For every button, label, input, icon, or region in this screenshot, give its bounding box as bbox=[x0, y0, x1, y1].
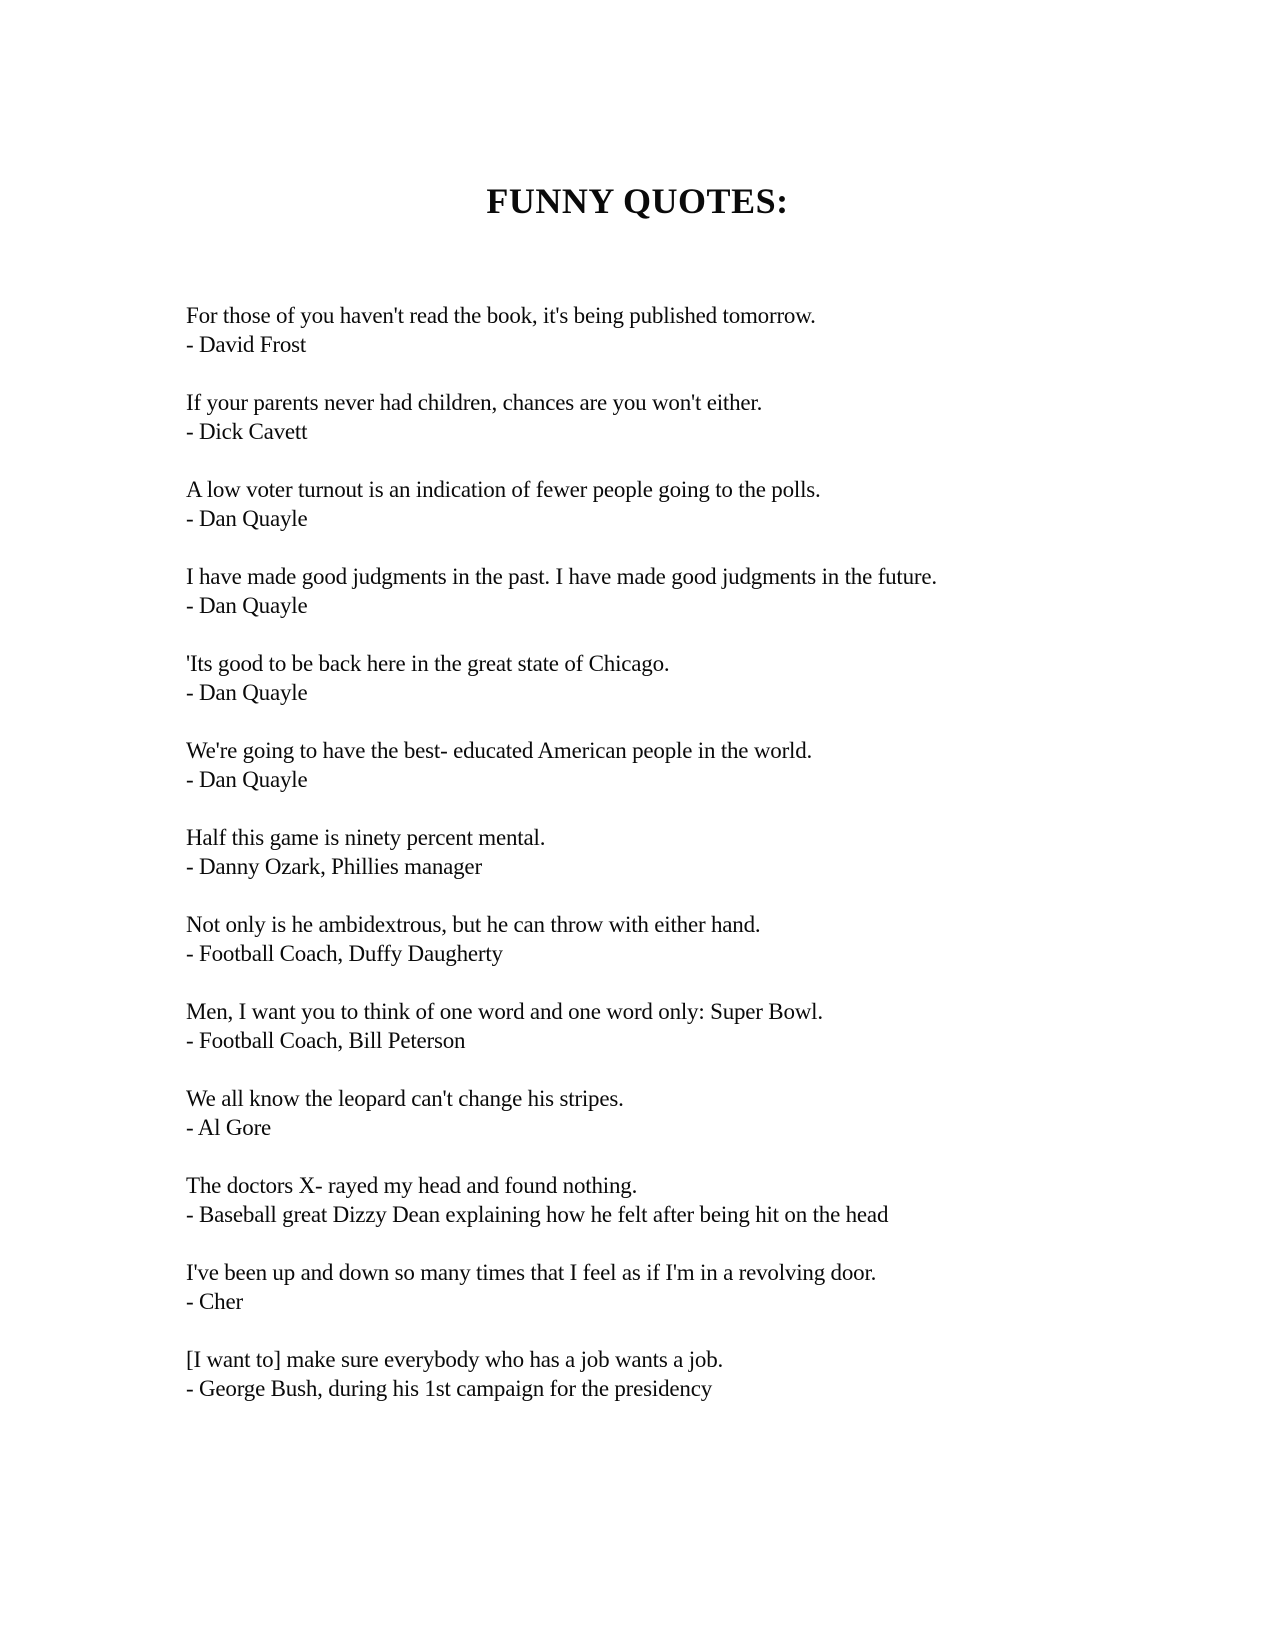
quote-list bbox=[186, 301, 1146, 1432]
quote-text: Half this game is ninety percent mental. bbox=[186, 825, 546, 850]
quote-block bbox=[186, 649, 1146, 707]
page-title: FUNNY QUOTES: bbox=[486, 181, 789, 221]
quote-text: [I want to] make sure everybody who has a job wants a job. bbox=[186, 1347, 724, 1372]
quote-text: Not only is he ambidextrous, but he can throw with either hand. bbox=[186, 912, 761, 937]
quote-text: 'Its good to be back here in the great state of Chicago. bbox=[186, 651, 670, 676]
quote-text: For those of you haven't read the book, it's being published tomorrow. bbox=[186, 303, 816, 328]
quote-text: We're going to have the best- educated American people in the world. bbox=[186, 738, 813, 763]
quote-attribution: - Danny Ozark, Phillies manager bbox=[186, 854, 482, 879]
quote-block bbox=[186, 388, 1146, 446]
quote-attribution: - Dan Quayle bbox=[186, 767, 308, 792]
quote-attribution: - Baseball great Dizzy Dean explaining how he felt after being hit on the head bbox=[186, 1202, 889, 1227]
quote-attribution: - George Bush, during his 1st campaign for the presidency bbox=[186, 1376, 713, 1401]
quote-block bbox=[186, 1171, 1146, 1229]
quote-attribution: - Dan Quayle bbox=[186, 593, 308, 618]
quote-text: I have made good judgments in the past. I have made good judgments in the future. bbox=[186, 564, 937, 589]
quote-block bbox=[186, 562, 1146, 620]
quote-block bbox=[186, 1084, 1146, 1142]
quote-block bbox=[186, 301, 1146, 359]
quote-text: I've been up and down so many times that I feel as if I'm in a revolving door. bbox=[186, 1260, 877, 1285]
quote-attribution: - Cher bbox=[186, 1289, 243, 1314]
quote-block bbox=[186, 997, 1146, 1055]
quote-attribution: - Football Coach, Bill Peterson bbox=[186, 1028, 466, 1053]
quote-attribution: - Dick Cavett bbox=[186, 419, 308, 444]
quote-attribution: - Football Coach, Duffy Daugherty bbox=[186, 941, 503, 966]
quote-attribution: - Al Gore bbox=[186, 1115, 272, 1140]
quote-attribution: - David Frost bbox=[186, 332, 307, 357]
quote-block bbox=[186, 1345, 1146, 1403]
quote-block bbox=[186, 475, 1146, 533]
quote-text: If your parents never had children, chances are you won't either. bbox=[186, 390, 763, 415]
quote-text: A low voter turnout is an indication of fewer people going to the polls. bbox=[186, 477, 821, 502]
quote-block bbox=[186, 910, 1146, 968]
quote-block bbox=[186, 823, 1146, 881]
quote-text: Men, I want you to think of one word and one word only: Super Bowl. bbox=[186, 999, 823, 1024]
quote-text: The doctors X- rayed my head and found nothing. bbox=[186, 1173, 638, 1198]
quote-attribution: - Dan Quayle bbox=[186, 506, 308, 531]
quote-block bbox=[186, 736, 1146, 794]
quote-block bbox=[186, 1258, 1146, 1316]
quote-text: We all know the leopard can't change his stripes. bbox=[186, 1086, 624, 1111]
quote-attribution: - Dan Quayle bbox=[186, 680, 308, 705]
